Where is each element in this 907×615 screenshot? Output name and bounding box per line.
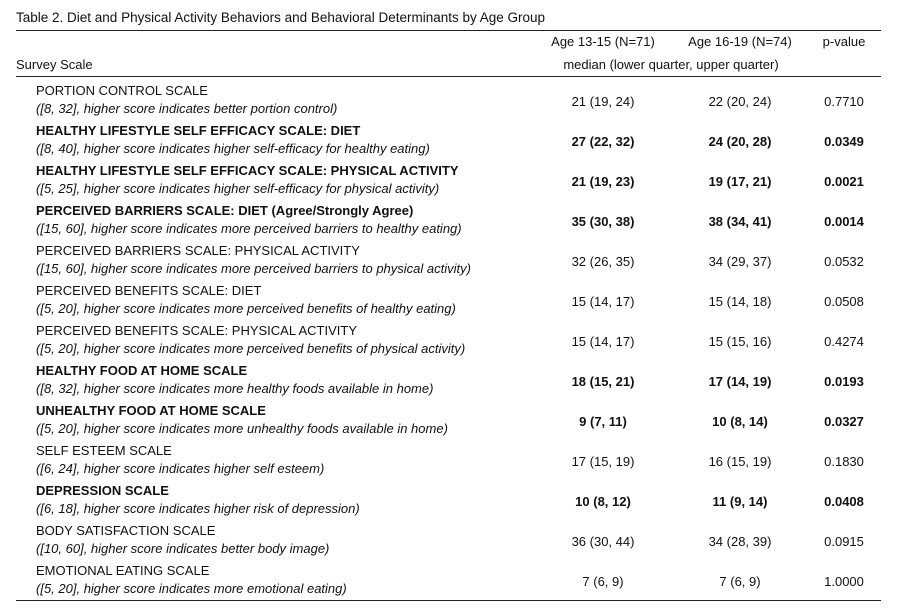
scale-name: BODY SATISFACTION SCALE <box>36 523 216 538</box>
value-age-16-19: 15 (14, 18) <box>708 294 772 309</box>
value-age-16-19: 15 (15, 16) <box>708 334 772 349</box>
value-age-13-15: 36 (30, 44) <box>571 534 635 549</box>
header-rule <box>16 76 881 77</box>
value-age-16-19: 7 (6, 9) <box>719 574 761 589</box>
header-median-note: median (lower quarter, upper quarter) <box>563 57 779 72</box>
value-age-13-15: 18 (15, 21) <box>571 374 635 389</box>
table-row <box>0 521 907 561</box>
p-value: 0.0532 <box>824 254 864 269</box>
scale-name: EMOTIONAL EATING SCALE <box>36 563 210 578</box>
table-row <box>0 121 907 161</box>
header-p-value: p-value <box>822 34 866 49</box>
value-age-13-15: 10 (8, 12) <box>575 494 631 509</box>
p-value: 0.7710 <box>824 94 864 109</box>
value-age-16-19: 22 (20, 24) <box>708 94 772 109</box>
table-row <box>0 321 907 361</box>
value-age-16-19: 19 (17, 21) <box>708 174 772 189</box>
p-value: 0.1830 <box>824 454 864 469</box>
top-rule <box>16 30 881 31</box>
table-row <box>0 161 907 201</box>
table-row <box>0 561 907 601</box>
scale-description: ([15, 60], higher score indicates more perceived barriers to physical activity) <box>36 261 471 276</box>
scale-description: ([5, 20], higher score indicates more unhealthy foods available in home) <box>36 421 448 436</box>
scale-description: ([5, 20], higher score indicates more emotional eating) <box>36 581 347 596</box>
p-value: 1.0000 <box>824 574 864 589</box>
header-age-16-19: Age 16-19 (N=74) <box>688 34 792 49</box>
scale-description: ([5, 25], higher score indicates higher self-efficacy for physical activity) <box>36 181 440 196</box>
p-value: 0.0193 <box>824 374 864 389</box>
header-survey-scale: Survey Scale <box>16 57 93 72</box>
scale-name: PERCEIVED BENEFITS SCALE: DIET <box>36 283 262 298</box>
scale-name: DEPRESSION SCALE <box>36 483 169 498</box>
scale-description: ([10, 60], higher score indicates better body image) <box>36 541 330 556</box>
scale-name: UNHEALTHY FOOD AT HOME SCALE <box>36 403 266 418</box>
value-age-13-15: 32 (26, 35) <box>571 254 635 269</box>
table-body <box>0 81 907 601</box>
scale-name: PERCEIVED BARRIERS SCALE: DIET (Agree/Strongly Agree) <box>36 203 414 218</box>
value-age-13-15: 9 (7, 11) <box>579 414 627 429</box>
value-age-13-15: 21 (19, 24) <box>571 94 635 109</box>
p-value: 0.0014 <box>824 214 864 229</box>
scale-description: ([8, 40], higher score indicates higher self-efficacy for healthy eating) <box>36 141 430 156</box>
p-value: 0.0021 <box>824 174 864 189</box>
p-value: 0.0349 <box>824 134 864 149</box>
value-age-16-19: 34 (29, 37) <box>708 254 772 269</box>
scale-name: PERCEIVED BARRIERS SCALE: PHYSICAL ACTIVITY <box>36 243 360 258</box>
scale-description: ([6, 24], higher score indicates higher self esteem) <box>36 461 325 476</box>
table-caption: Table 2. Diet and Physical Activity Behaviors and Behavioral Determinants by Age Group <box>16 10 546 25</box>
table-row <box>0 401 907 441</box>
value-age-13-15: 7 (6, 9) <box>582 574 624 589</box>
table-row <box>0 241 907 281</box>
scale-name: HEALTHY LIFESTYLE SELF EFFICACY SCALE: PHYSICAL ACTIVITY <box>36 163 459 178</box>
value-age-16-19: 38 (34, 41) <box>708 214 772 229</box>
value-age-13-15: 15 (14, 17) <box>571 294 635 309</box>
table-row <box>0 281 907 321</box>
p-value: 0.0915 <box>824 534 864 549</box>
scale-description: ([8, 32], higher score indicates better portion control) <box>36 101 338 116</box>
scale-description: ([5, 20], higher score indicates more perceived benefits of healthy eating) <box>36 301 456 316</box>
table-row <box>0 81 907 121</box>
scale-description: ([6, 18], higher score indicates higher risk of depression) <box>36 501 360 516</box>
scale-name: HEALTHY FOOD AT HOME SCALE <box>36 363 248 378</box>
value-age-16-19: 10 (8, 14) <box>712 414 768 429</box>
scale-description: ([8, 32], higher score indicates more healthy foods available in home) <box>36 381 434 396</box>
p-value: 0.4274 <box>824 334 864 349</box>
table-row <box>0 441 907 481</box>
scale-name: PERCEIVED BENEFITS SCALE: PHYSICAL ACTIVITY <box>36 323 357 338</box>
table-row <box>0 361 907 401</box>
value-age-13-15: 21 (19, 23) <box>571 174 635 189</box>
p-value: 0.0508 <box>824 294 864 309</box>
scale-description: ([15, 60], higher score indicates more perceived barriers to healthy eating) <box>36 221 462 236</box>
scale-name: SELF ESTEEM SCALE <box>36 443 172 458</box>
header-age-13-15: Age 13-15 (N=71) <box>551 34 655 49</box>
value-age-13-15: 17 (15, 19) <box>571 454 635 469</box>
p-value: 0.0408 <box>824 494 864 509</box>
bottom-rule <box>16 600 881 601</box>
value-age-16-19: 17 (14, 19) <box>708 374 772 389</box>
scale-name: PORTION CONTROL SCALE <box>36 83 208 98</box>
value-age-16-19: 16 (15, 19) <box>708 454 772 469</box>
scale-name: HEALTHY LIFESTYLE SELF EFFICACY SCALE: DIET <box>36 123 361 138</box>
table-row <box>0 481 907 521</box>
value-age-13-15: 15 (14, 17) <box>571 334 635 349</box>
value-age-13-15: 27 (22, 32) <box>571 134 635 149</box>
value-age-16-19: 34 (28, 39) <box>708 534 772 549</box>
table-row <box>0 201 907 241</box>
value-age-16-19: 11 (9, 14) <box>712 494 768 509</box>
value-age-16-19: 24 (20, 28) <box>708 134 772 149</box>
scale-description: ([5, 20], higher score indicates more perceived benefits of physical activity) <box>36 341 466 356</box>
value-age-13-15: 35 (30, 38) <box>571 214 635 229</box>
p-value: 0.0327 <box>824 414 864 429</box>
